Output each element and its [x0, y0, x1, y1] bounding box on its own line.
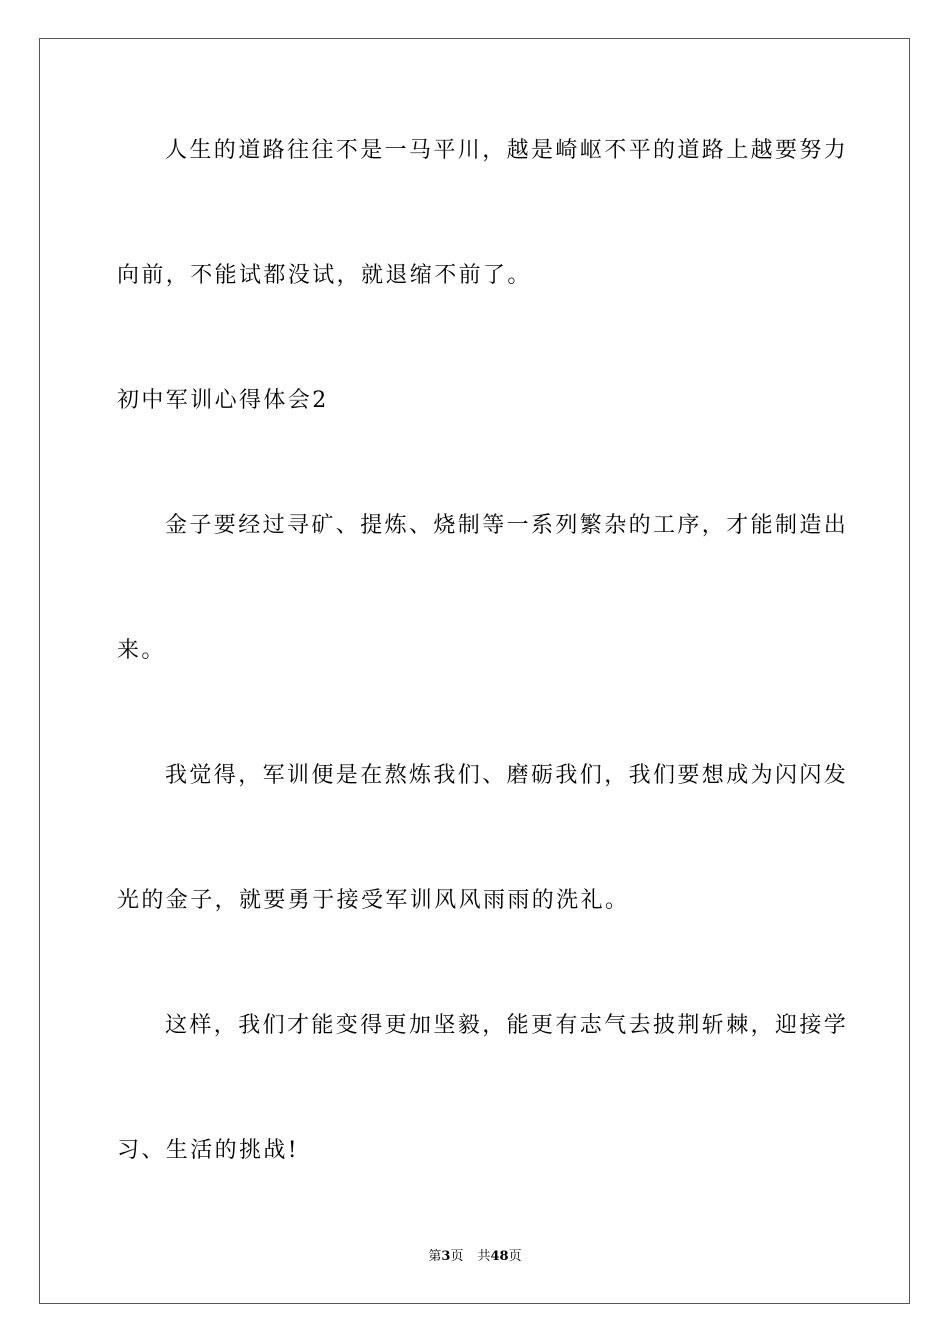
- paragraph-line: 光的金子，就要勇于接受军训风风雨雨的洗礼。: [117, 888, 630, 913]
- page-border: [39, 38, 910, 1304]
- page-footer: [0, 1248, 950, 1266]
- page-suffix: 页: [450, 1249, 464, 1264]
- page-prefix: 第: [428, 1249, 442, 1264]
- paragraph-line: 我觉得，军训便是在熬炼我们、磨砺我们，我们要想成为闪闪发: [165, 763, 849, 788]
- page-number: 3: [441, 1249, 451, 1264]
- section-heading: 初中军训心得体会2: [117, 388, 329, 413]
- total-suffix: 页: [508, 1249, 522, 1264]
- paragraph-line: 金子要经过寻矿、提炼、烧制等一系列繁杂的工序，才能制造出: [165, 513, 849, 538]
- total-pages: 48: [490, 1249, 509, 1264]
- paragraph-line: 这样，我们才能变得更加坚毅，能更有志气去披荆斩棘，迎接学: [165, 1013, 849, 1038]
- total-prefix: 共: [477, 1249, 491, 1264]
- paragraph-line: 习、生活的挑战!: [117, 1138, 300, 1163]
- paragraph-line: 人生的道路往往不是一马平川，越是崎岖不平的道路上越要努力: [165, 138, 849, 163]
- paragraph-line: 来。: [117, 638, 166, 663]
- paragraph-line: 向前，不能试都没试，就退缩不前了。: [117, 263, 532, 288]
